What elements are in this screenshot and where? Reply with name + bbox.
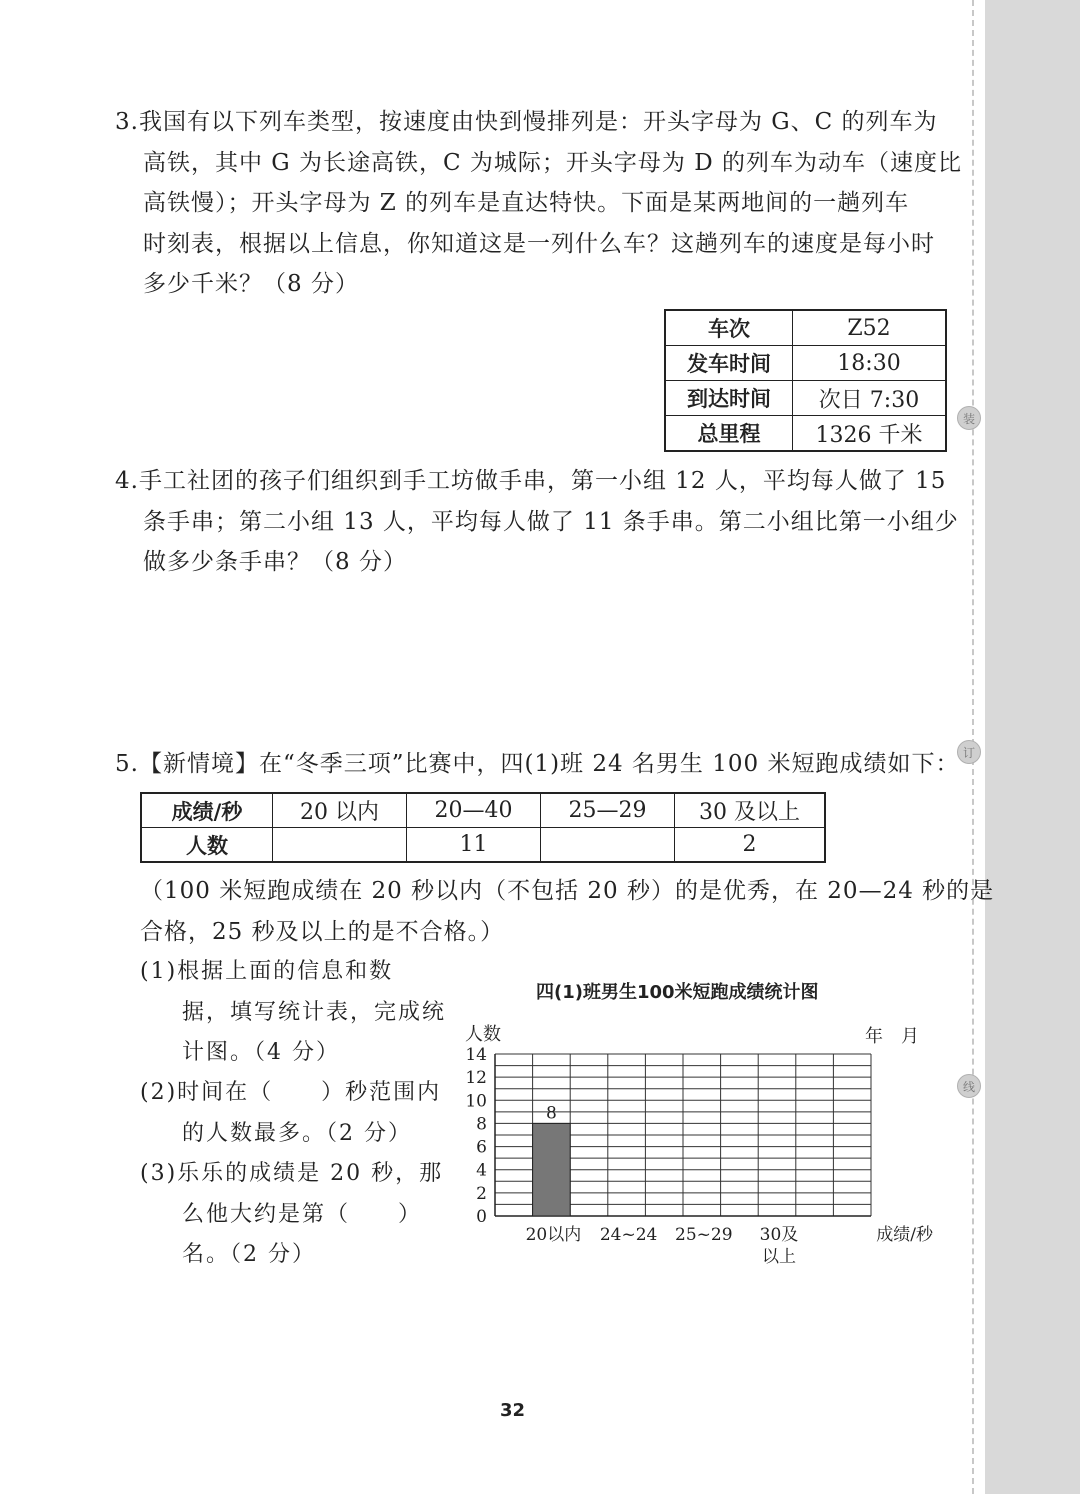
table-row xyxy=(141,828,825,863)
table-header-cell: 20—40 xyxy=(407,793,541,828)
table-cell: 2 xyxy=(675,828,826,863)
table-row xyxy=(665,381,946,416)
question-5-intro-text: 5.【新情境】在“冬季三项”比赛中，四(1)班 24 名男生 100 米短跑成绩如下： xyxy=(115,751,960,777)
question-3-line: 高铁，其中 G 为长途高铁，C 为城际；开头字母为 D 的列车为动车（速度比 xyxy=(143,149,962,176)
y-tick-label: 8 xyxy=(476,1114,487,1135)
table-row xyxy=(665,346,946,381)
y-tick-label: 6 xyxy=(476,1137,487,1158)
bar-chart xyxy=(455,1018,945,1268)
question-3-line: 高铁慢）；开头字母为 Z 的列车是直达特快。下面是某两地间的一趟列车 xyxy=(143,190,910,216)
table-header-cell: 车次 xyxy=(665,310,793,346)
y-tick-label: 12 xyxy=(465,1068,487,1089)
bar-data-label: 8 xyxy=(545,1103,557,1124)
table-header-cell: 25—29 xyxy=(541,793,675,828)
table-header-cell: 总里程 xyxy=(665,416,793,452)
question-4-line: 做多少条手串？（8 分） xyxy=(143,549,407,575)
note-line: （100 米短跑成绩在 20 秒以内（不包括 20 秒）的是优秀，在 20—24 秒的是 xyxy=(140,878,995,904)
table-cell: 1326 千米 xyxy=(793,416,947,452)
question-3-line: 3.我国有以下列车类型，按速度由快到慢排列是：开头字母为 G、C 的列车为 xyxy=(115,109,938,135)
sub-question-line: (2)时间在（ ）秒范围内 xyxy=(140,1080,442,1105)
question-4-line: 条手串；第二小组 13 人，平均每人做了 11 条手串。第二小组比第一小组少 xyxy=(143,508,959,535)
table-row xyxy=(665,310,946,346)
sub-question-2 xyxy=(140,1073,441,1154)
table-row xyxy=(141,793,825,828)
question-3 xyxy=(115,102,962,305)
table-header-cell: 发车时间 xyxy=(665,346,793,381)
sub-question-3 xyxy=(140,1154,443,1276)
page-number: 32 xyxy=(500,1400,526,1421)
sub-question-line: 计图。（4 分） xyxy=(182,1040,340,1065)
train-timetable xyxy=(664,309,947,452)
sub-question-line: 名。（2 分） xyxy=(182,1242,316,1267)
x-tick-label: 30及 xyxy=(759,1225,799,1245)
x-tick-label: 25~29 xyxy=(675,1225,733,1245)
table-row xyxy=(665,416,946,452)
table-cell: 次日 7:30 xyxy=(793,381,947,416)
question-5-note xyxy=(140,871,994,952)
table-cell[interactable] xyxy=(273,828,407,863)
table-cell[interactable] xyxy=(541,828,675,863)
table-header-cell: 人数 xyxy=(141,828,273,863)
question-3-line: 多少千米？（8 分） xyxy=(143,271,359,297)
sub-question-line: (1)根据上面的信息和数 xyxy=(140,959,394,984)
bar xyxy=(533,1123,571,1216)
chart-title: 四(1)班男生100米短跑成绩统计图 xyxy=(536,982,819,1003)
sub-question-line: 据，填写统计表，完成统 xyxy=(182,999,447,1025)
table-header-cell: 到达时间 xyxy=(665,381,793,416)
y-tick-label: 2 xyxy=(476,1183,487,1204)
question-4-line: 4.手工社团的孩子们组织到手工坊做手串，第一小组 12 人，平均每人做了 15 xyxy=(115,468,947,494)
sub-question-line: 的人数最多。（2 分） xyxy=(182,1120,412,1146)
binding-mark: 订 xyxy=(957,740,981,764)
score-table xyxy=(140,792,826,863)
sub-question-line: 么他大约是第（ ） xyxy=(182,1201,423,1227)
date-label: 年 月 xyxy=(865,1026,919,1047)
question-5-intro xyxy=(115,744,959,785)
x-axis-label: 成绩/秒 xyxy=(876,1225,933,1245)
binding-mark: 装 xyxy=(957,406,981,430)
note-line: 合格，25 秒及以上的是不合格。） xyxy=(140,918,505,945)
table-cell: Z52 xyxy=(793,310,947,346)
sub-question-line: (3)乐乐的成绩是 20 秒，那 xyxy=(140,1161,444,1186)
y-axis-label: 人数 xyxy=(465,1024,501,1045)
table-header-cell: 30 及以上 xyxy=(675,793,826,828)
table-cell: 11 xyxy=(407,828,541,863)
sub-question-1 xyxy=(140,952,446,1074)
x-tick-label: 以上 xyxy=(762,1247,796,1267)
x-tick-label: 24~24 xyxy=(599,1225,658,1245)
y-tick-label: 14 xyxy=(465,1045,487,1065)
question-3-line: 时刻表，根据以上信息，你知道这是一列什么车？这趟列车的速度是每小时 xyxy=(143,230,935,257)
y-tick-label: 0 xyxy=(476,1207,487,1227)
y-tick-label: 10 xyxy=(465,1091,487,1112)
table-header-cell: 20 以内 xyxy=(273,793,407,828)
table-cell: 18:30 xyxy=(793,346,947,381)
binding-mark: 线 xyxy=(957,1074,981,1098)
binding-margin xyxy=(985,0,1080,1494)
y-tick-label: 4 xyxy=(476,1160,487,1181)
table-header-cell: 成绩/秒 xyxy=(141,793,273,828)
x-tick-label: 20以内 xyxy=(525,1225,582,1245)
question-4 xyxy=(115,461,959,583)
